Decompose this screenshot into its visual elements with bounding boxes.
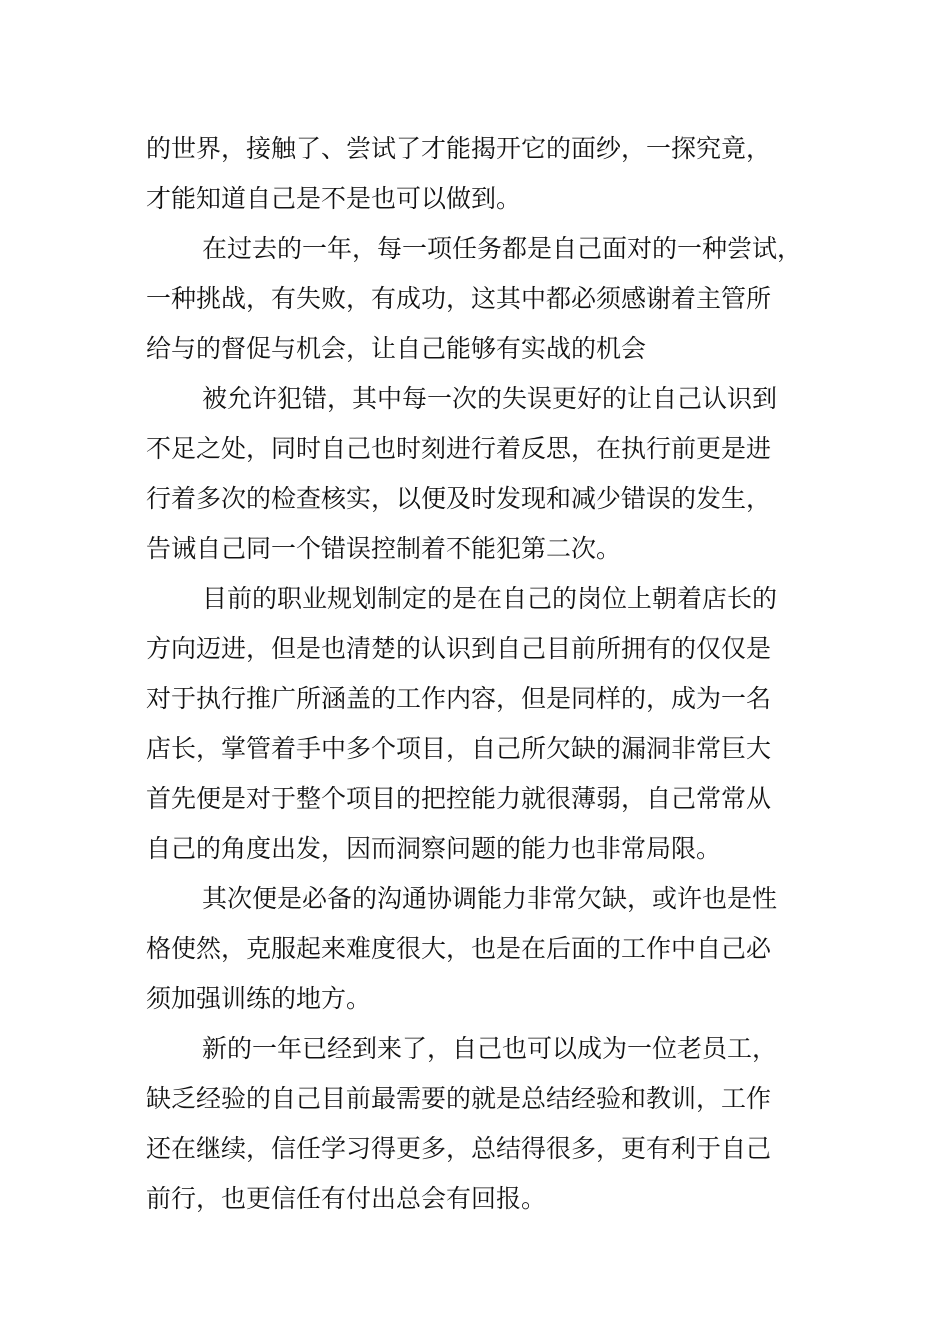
text-line: 其次便是必备的沟通协调能力非常欠缺，或许也是性	[202, 884, 778, 913]
text-line: 自己的角度出发，因而洞察问题的能力也非常局限。	[146, 834, 722, 863]
text-line: 目前的职业规划制定的是在自己的岗位上朝着店长的	[202, 584, 778, 613]
text-line: 新的一年已经到来了，自己也可以成为一位老员工，	[202, 1034, 778, 1063]
text-line: 给与的督促与机会，让自己能够有实战的机会	[146, 334, 647, 363]
text-line: 店长，掌管着手中多个项目，自己所欠缺的漏洞非常巨大	[146, 734, 772, 763]
text-line: 方向迈进，但是也清楚的认识到自己目前所拥有的仅仅是	[146, 634, 772, 663]
text-line: 告诫自己同一个错误控制着不能犯第二次。	[146, 534, 622, 563]
text-line: 被允许犯错，其中每一次的失误更好的让自己认识到	[202, 384, 778, 413]
text-line: 行着多次的检查核实，以便及时发现和减少错误的发生，	[146, 484, 772, 513]
text-line: 一种挑战，有失败，有成功，这其中都必须感谢着主管所	[146, 284, 772, 313]
text-line: 前行，也更信任有付出总会有回报。	[146, 1184, 547, 1213]
text-line: 不足之处，同时自己也时刻进行着反思，在执行前更是进	[146, 434, 772, 463]
text-line: 缺乏经验的自己目前最需要的就是总结经验和教训，工作	[146, 1084, 772, 1113]
text-line: 格使然，克服起来难度很大，也是在后面的工作中自己必	[146, 934, 772, 963]
text-line: 对于执行推广所涵盖的工作内容，但是同样的，成为一名	[146, 684, 772, 713]
text-line: 还在继续，信任学习得更多，总结得很多，更有利于自己	[146, 1134, 772, 1163]
text-line: 须加强训练的地方。	[146, 984, 372, 1013]
text-line: 在过去的一年，每一项任务都是自己面对的一种尝试，	[202, 234, 803, 263]
text-line: 的世界，接触了、尝试了才能揭开它的面纱，一探究竟，	[146, 134, 772, 163]
text-line: 才能知道自己是不是也可以做到。	[146, 184, 522, 213]
document-body	[146, 124, 836, 1224]
text-line: 首先便是对于整个项目的把控能力就很薄弱，自己常常从	[146, 784, 772, 813]
